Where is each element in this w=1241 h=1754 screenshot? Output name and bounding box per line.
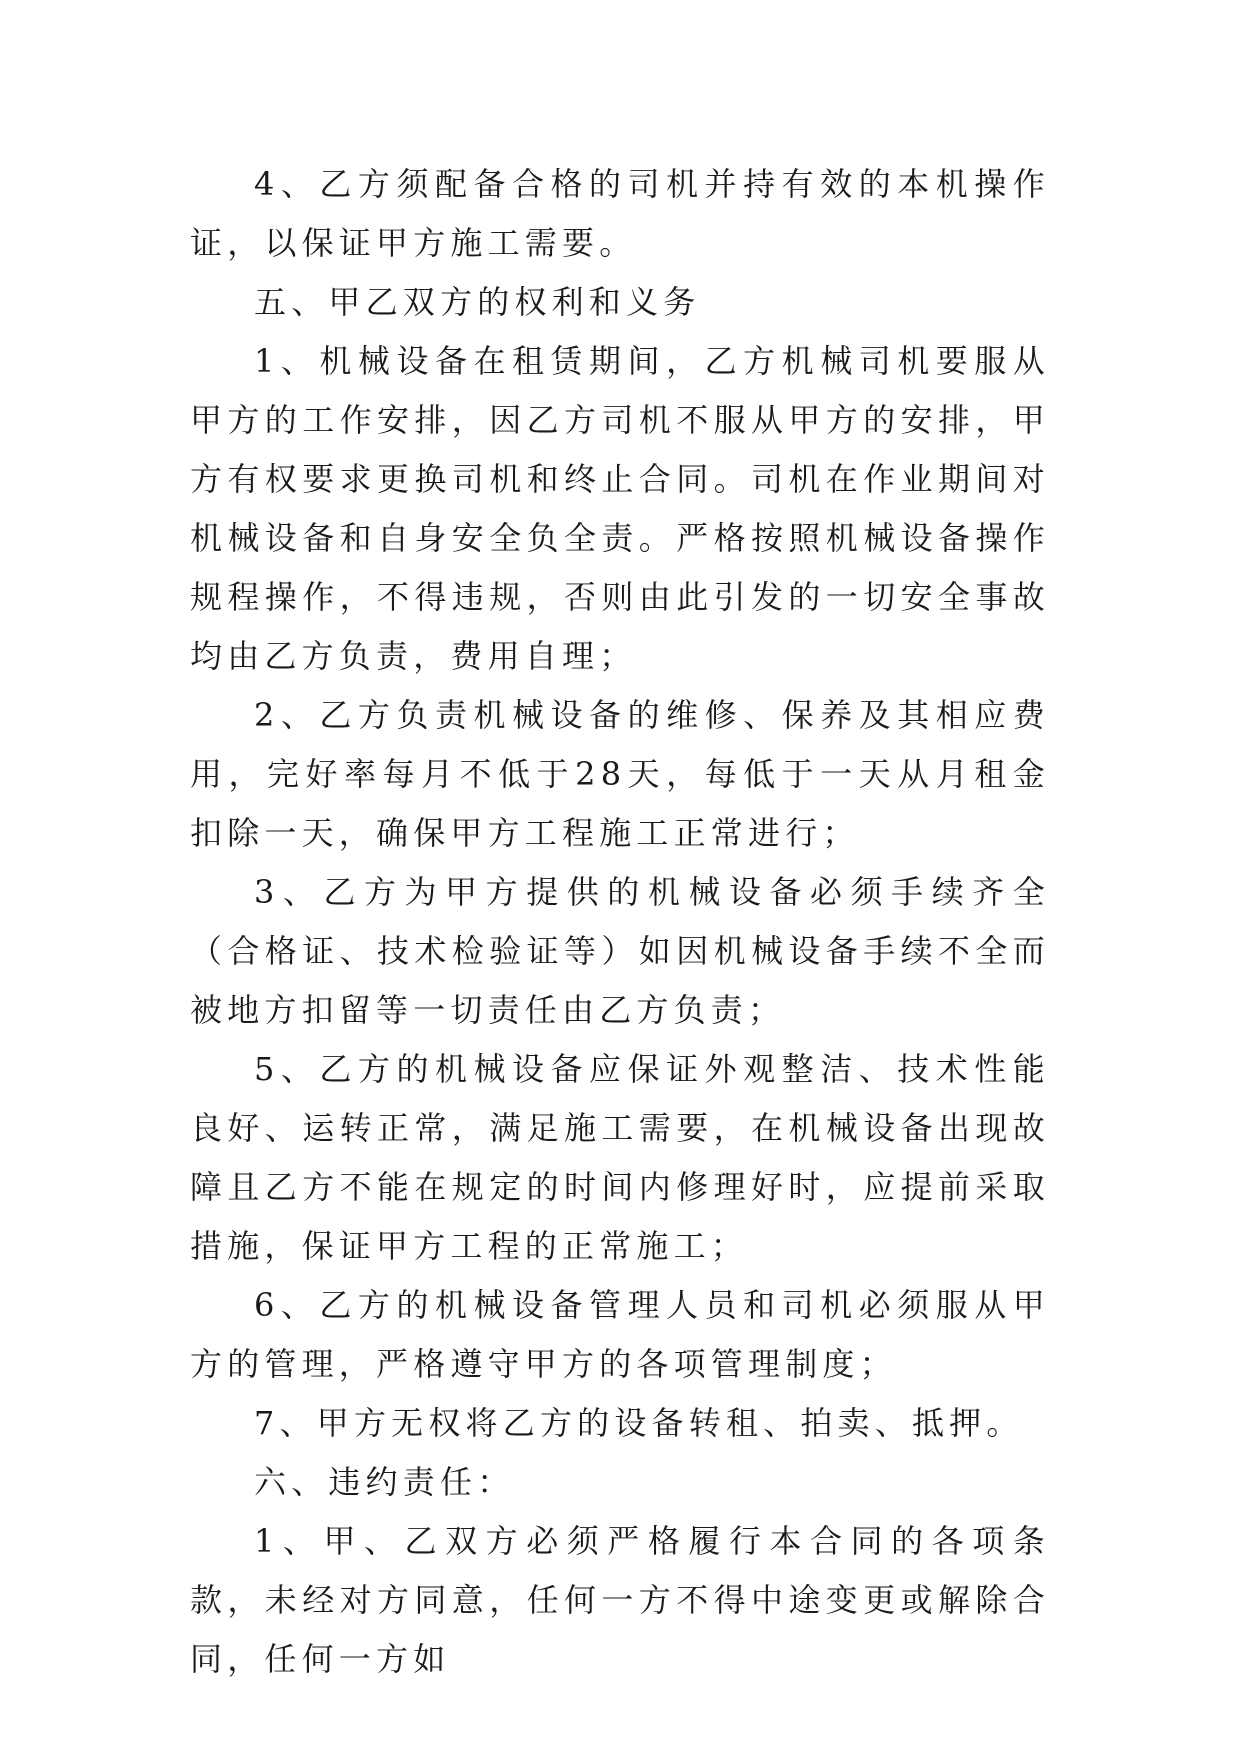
clause-7-no-sublease: 7、甲方无权将乙方的设备转租、拍卖、抵押。: [254, 1404, 1024, 1442]
section-5-heading: 五、甲乙双方的权利和义务: [254, 283, 701, 321]
section-6-heading: 六、违约责任：: [254, 1463, 515, 1501]
clause-1-driver-obedience: 1、机械设备在租赁期间，乙方机械司机要服从甲方的工作安排，因乙方司机不服从甲方的安排，甲方有权要求更换司机和终止合同。司机在作业期间对机械设备和自身安全负全责。严格按照机械设备操作规程操作，不得违规，否则由此引发的一切安全事故均由乙方负责，费用自理；: [190, 342, 1050, 675]
clause-3-equipment-documents: 3、乙方为甲方提供的机械设备必须手续齐全（合格证、技术检验证等）如因机械设备手续不全而被地方扣留等一切责任由乙方负责；: [190, 873, 1050, 1029]
clause-4-qualified-driver: 4、乙方须配备合格的司机并持有效的本机操作证，以保证甲方施工需要。: [190, 165, 1050, 262]
clause-5-equipment-condition: 5、乙方的机械设备应保证外观整洁、技术性能良好、运转正常，满足施工需要，在机械设备出现故障且乙方不能在规定的时间内修理好时，应提前采取措施，保证甲方工程的正常施工；: [190, 1050, 1050, 1265]
clause-1-breach: 1、甲、乙双方必须严格履行本合同的各项条款，未经对方同意，任何一方不得中途变更或解除合同，任何一方如: [190, 1522, 1050, 1678]
clause-6-management: 6、乙方的机械设备管理人员和司机必须服从甲方的管理，严格遵守甲方的各项管理制度；: [190, 1286, 1050, 1383]
clause-2-maintenance: 2、乙方负责机械设备的维修、保养及其相应费用，完好率每月不低于28天，每低于一天从月租金扣除一天，确保甲方工程施工正常进行；: [190, 696, 1050, 852]
document-body: [190, 155, 1050, 1689]
